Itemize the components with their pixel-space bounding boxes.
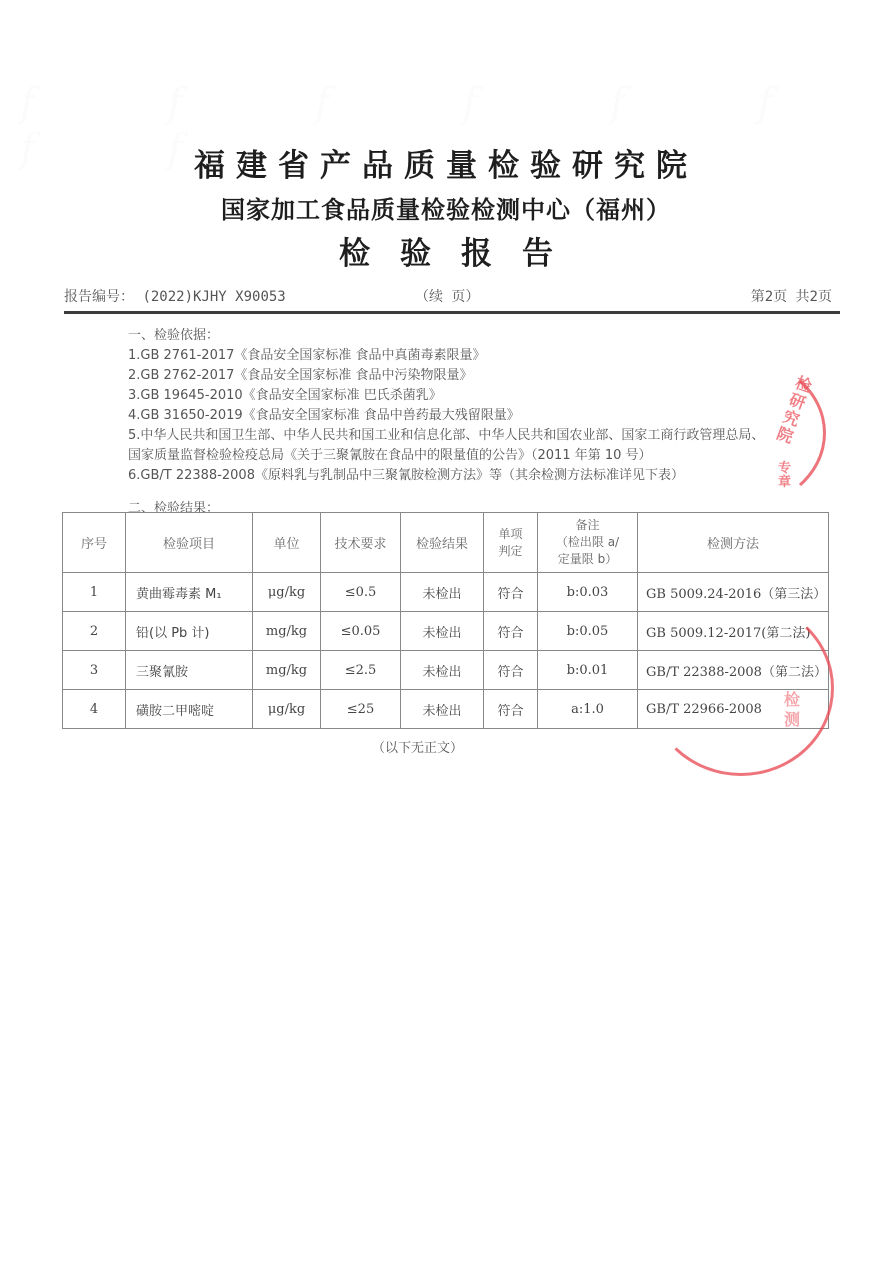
cell-result: 未检出: [401, 690, 484, 729]
cell-remark: b:0.05: [538, 612, 638, 651]
cell-requirement: ≤0.05: [321, 612, 401, 651]
seal-text: 检研究院: [774, 372, 815, 447]
col-header-result: 检验结果: [401, 513, 484, 573]
col-header-remark-line: 定量限 b）: [557, 552, 618, 566]
cell-requirement: ≤0.5: [321, 573, 401, 612]
cell-no: 1: [63, 573, 126, 612]
cell-no: 3: [63, 651, 126, 690]
report-number-label: 报告编号：: [64, 289, 134, 305]
page-info: 第2页 共2页: [750, 289, 832, 305]
document-title: 检验报告: [339, 236, 583, 272]
basis-item: 4.GB 31650-2019《食品安全国家标准 食品中兽药最大残留限量》: [128, 408, 520, 423]
col-header-remark-line: 备注: [575, 518, 600, 532]
cell-judgement: 符合: [484, 612, 538, 651]
basis-item: 1.GB 2761-2017《食品安全国家标准 食品中真菌毒素限量》: [128, 348, 486, 363]
report-number: [64, 286, 286, 306]
cell-result: 未检出: [401, 612, 484, 651]
cell-judgement: 符合: [484, 651, 538, 690]
col-header-judgement-line: 判定: [498, 543, 523, 558]
col-header-unit: 单位: [253, 513, 321, 573]
col-header-requirement: 技术要求: [321, 513, 401, 573]
report-number-value: (2022)KJHY X90053: [142, 289, 286, 305]
inspection-seal-icon: [648, 600, 834, 776]
basis-item: 5.中华人民共和国卫生部、中华人民共和国工业和信息化部、中华人民共和国农业部、国家工商行政管理总局、国家质量监督检验检疫总局《关于三聚氰胺在食品中的限量值的公告》（2011 年第 10 号）: [128, 428, 765, 463]
institute-title: 福建省产品质量检验研究院: [194, 148, 698, 184]
seal-subtext: 专章: [778, 461, 792, 490]
cell-unit: mg/kg: [253, 651, 321, 690]
results-heading: 二、检验结果：: [128, 501, 220, 516]
header-divider: [64, 311, 840, 314]
basis-item: 6.GB/T 22388-2008《原料乳与乳制品中三聚氰胺检测方法》等（其余检测方法标准详见下表）: [128, 468, 684, 483]
cell-unit: μg/kg: [253, 690, 321, 729]
basis-item: 3.GB 19645-2010《食品安全国家标准 巴氏杀菌乳》: [128, 388, 442, 403]
seal-text: 检测: [784, 690, 801, 729]
background-watermark: 𝑓 𝑓 𝑓 𝑓 𝑓 𝑓 𝑓 𝑓: [20, 80, 833, 172]
cell-method: GB 5009.12-2017(第二法): [638, 612, 829, 651]
col-header-remark-line: （检出限 a/: [555, 535, 620, 549]
cell-remark: b:0.01: [538, 651, 638, 690]
end-of-text-note: （以下无正文）: [372, 741, 464, 756]
cell-result: 未检出: [401, 651, 484, 690]
col-header-no: 序号: [63, 513, 126, 573]
cell-judgement: 符合: [484, 690, 538, 729]
cell-remark: b:0.03: [538, 573, 638, 612]
col-header-judgement-line: 单项: [498, 526, 523, 541]
cell-item: 铅(以 Pb 计): [126, 612, 253, 651]
cell-unit: μg/kg: [253, 573, 321, 612]
cell-item: 三聚氰胺: [126, 651, 253, 690]
table-header-row: [63, 513, 829, 573]
cell-no: 2: [63, 612, 126, 651]
cell-requirement: ≤25: [321, 690, 401, 729]
col-header-judgement: [484, 513, 538, 573]
basis-item: 2.GB 2762-2017《食品安全国家标准 食品中污染物限量》: [128, 368, 473, 383]
cell-requirement: ≤2.5: [321, 651, 401, 690]
cell-method: GB/T 22966-2008: [638, 690, 829, 729]
cell-result: 未检出: [401, 573, 484, 612]
col-header-method: 检测方法: [638, 513, 829, 573]
cell-item: 磺胺二甲嘧啶: [126, 690, 253, 729]
cell-remark: a:1.0: [538, 690, 638, 729]
center-subtitle: 国家加工食品质量检验检测中心（福州）: [221, 196, 671, 224]
basis-heading: 一、检验依据：: [128, 328, 220, 343]
continued-label: （续 页）: [415, 289, 480, 305]
cell-unit: mg/kg: [253, 612, 321, 651]
cell-judgement: 符合: [484, 573, 538, 612]
col-header-item: 检验项目: [126, 513, 253, 573]
cell-no: 4: [63, 690, 126, 729]
cell-method: GB 5009.24-2016（第三法）: [638, 573, 829, 612]
cell-item: 黄曲霉毒素 M₁: [126, 573, 253, 612]
col-header-remark: [538, 513, 638, 573]
cell-method: GB/T 22388-2008（第二法）: [638, 651, 829, 690]
